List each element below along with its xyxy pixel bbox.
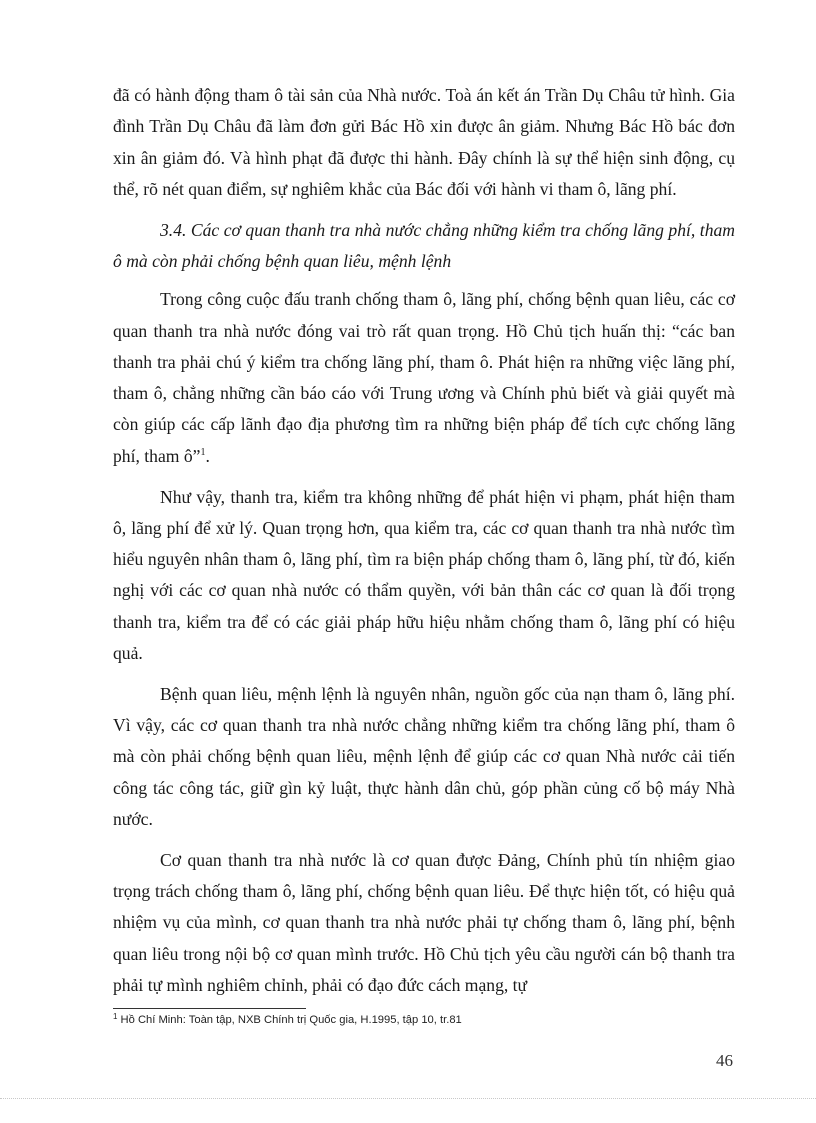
footnote — [113, 1014, 735, 1026]
footnote-divider — [113, 1008, 306, 1009]
body-text — [113, 80, 735, 1011]
paragraph-2-end: . — [205, 445, 210, 466]
paragraph-4: Bệnh quan liêu, mệnh lệnh là nguyên nhân, nguồn gốc của nạn tham ô, lãng phí. Vì vậy, các cơ quan thanh tra nhà nước chẳng những kiểm tra chống lãng phí, tham ô mà còn phải chống bệnh quan liêu, mệnh lệnh để giúp các cơ quan Nhà nước cải tiến công tác công tác, giữ gìn kỷ luật, thực hành dân chủ, góp phần củng cố bộ máy Nhà nước. — [113, 683, 735, 830]
paragraph-2 — [113, 284, 735, 472]
paragraph-2-text: Trong công cuộc đấu tranh chống tham ô, lãng phí, chống bệnh quan liêu, các cơ quan thanh tra nhà nước đóng vai trò rất quan trọng. Hồ Chủ tịch huấn thị: “các ban thanh tra phải chú ý kiểm tra chống lãng phí, tham ô. Phát hiện ra những việc lãng phí, tham ô, chẳng những cần báo cáo với Trung ương và Chính phủ biết và giải quyết mà còn giúp các cấp lãnh đạo địa phương tìm ra những biện pháp để tích cực chống lãng phí, tham ô” — [113, 289, 735, 466]
page-bottom-border — [0, 1098, 816, 1099]
footnote-reference: 1 — [200, 446, 206, 458]
page-number: 46 — [716, 1051, 733, 1070]
paragraph-1: đã có hành động tham ô tài sản của Nhà nước. Toà án kết án Trần Dụ Châu tử hình. Gia đình Trần Dụ Châu đã làm đơn gửi Bác Hồ xin được ân giảm. Nhưng Bác Hồ bác đơn xin ân giảm đó. Và hình phạt đã được thi hành. Đây chính là sự thể hiện sinh động, cụ thể, rõ nét quan điểm, sự nghiêm khắc của Bác đối với hành vi tham ô, lãng phí. — [113, 85, 735, 199]
section-heading: 3.4. Các cơ quan thanh tra nhà nước chẳng những kiểm tra chống lãng phí, tham ô mà còn phải chống bệnh quan liêu, mệnh lệnh — [113, 219, 735, 271]
paragraph-5: Cơ quan thanh tra nhà nước là cơ quan được Đảng, Chính phủ tín nhiệm giao trọng trách chống tham ô, lãng phí, chống bệnh quan liêu. Để thực hiện tốt, có hiệu quả nhiệm vụ của mình, cơ quan thanh tra nhà nước phải tự chống tham ô, lãng phí, bệnh quan liêu trong nội bộ cơ quan mình trước. Hồ Chủ tịch yêu cầu người cán bộ thanh tra phải tự mình nghiêm chỉnh, phải có đạo đức cách mạng, tự — [113, 849, 735, 996]
footnote-mark: 1 — [113, 1012, 118, 1021]
footnote-text: Hồ Chí Minh: Toàn tập, NXB Chính trị Quốc gia, H.1995, tập 10, tr.81 — [117, 1014, 462, 1026]
paragraph-3: Như vậy, thanh tra, kiểm tra không những để phát hiện vi phạm, phát hiện tham ô, lãng phí để xử lý. Quan trọng hơn, qua kiểm tra, các cơ quan thanh tra nhà nước tìm hiểu nguyên nhân tham ô, lãng phí, tìm ra biện pháp chống tham ô, lãng phí, từ đó, kiến nghị với các cơ quan nhà nước có thẩm quyền, với bản thân các cơ quan là đối trọng thanh tra, kiểm tra để có các giải pháp hữu hiệu nhằm chống tham ô, lãng phí có hiệu quả. — [113, 486, 735, 664]
